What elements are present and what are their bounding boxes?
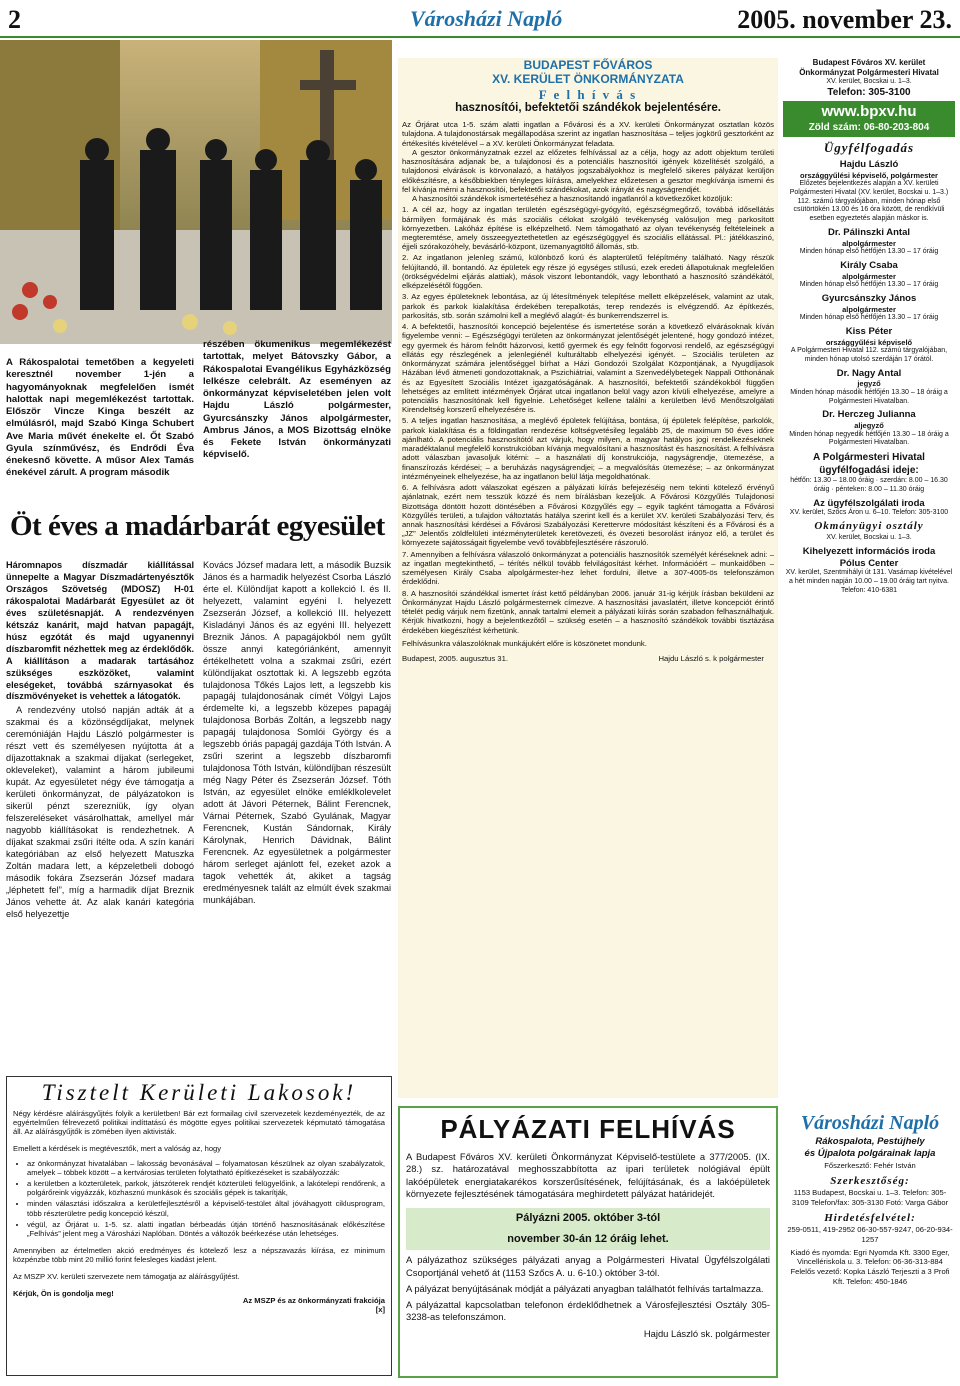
article-column-left bbox=[6, 560, 194, 921]
notice-intro: Négy kérdésre aláírásgyűjtés folyik a kerületben! Bár ezt formailag civil szervezetek kezdeményezték, de az egyértelműen félrevezető politikai indíttatású és mögötte egyes politikai szervezetek képmutató támogatása áll. Az aláírásgyűjtők is zömében ilyen aktivisták. bbox=[13, 1108, 385, 1136]
official-info: A Polgármesteri Hivatal 112. számú tárgyalójában, minden hónap utolsó szerdáján 17 órától. bbox=[790, 347, 948, 363]
kih-title-2: Pólus Center bbox=[839, 557, 899, 569]
official-role: országgyűlési képviselő, polgármester bbox=[800, 170, 938, 180]
kih-info: XV. kerület, Szentmihályi út 131. Vasárnap kivételével a hét minden napján 10.00 – 19.00 óráig tart nyitva. Telefon: 410-6381 bbox=[785, 569, 953, 594]
official-role: jegyző bbox=[857, 379, 881, 389]
masthead-szerk-info: 1153 Budapest, Bocskai u. 1–3. Telefon: 305-3109 Telefon/fax: 305-3130 Fotó: Varga Gábor bbox=[791, 1187, 949, 1207]
felhivas-p1: A gesztor önkormányzatnak ezzel az előzetes felhívással az a célja, hogy az adott objektum területi hasznosítására adjanak be, a tulajdonosi és a potenciális hasznosítói igények közelítését szolgáló, a tulajdonosi elvárások is körvonalazó, a hatályos jogszabályokhoz is megfelelő sikeres pályázat kerüljön előkészítésre, a későbbiekben tényleges kiírásra, amelyekhez előzetesen a gesztor megkívánja ismerni és fel kívánja mérni a hasznosítói, befektetői szándékokat, azok irányát és nagyságrendjét. bbox=[402, 147, 774, 194]
masthead-sub2: és Újpalota polgárainak lapja bbox=[804, 1148, 936, 1160]
article-body-right: Kovács József madara lett, a második Buzsik János és a harmadik helyezést Csorba László érte el. Különdíjat kapott a kollekció I. és II. helyezett, valamint egyéni I. helyezett Zsezserán József, a kollekció III. helyezett Kisladányi János és az egyéni III. helyezett Breznik János. A papagájokból nem gyűlt össze annyi kategóriánként, amennyit értékelhetett volna a szakmai zsűri, ezért különdíjakat osztottak ki. A legszebb egzóta tulajdonosa Tőkés Lajos lett, a legszebb kis papagáj tulajdonosának címét Völgyi Lajos érdemelte ki, a legszebb közepes papagáj tulajdonosa Borbás Zoltán, a legszebb nagy papagáj tulajdonosa Somlói György és a legszebb óriás papagáj gazdája Tóth István. A zsűri szerint a legszebb díszbaromfi tulajdonosa Tóth István, különdíjban részesült még Nagy Péter és Zsezserán József. Tóth István, az egyesület elnöke emléklkolevelet adott át Jávori Péternek, Bálint Ferencnek, Várnai Péternek, Szabó Gyulának, Magyar Ferencnek, Kustán Sándornak, Király Károlynak, Henrich Dávidnak, Bálint Ferencnek. Az egyesületnek a polgármester három serleget ajánlott fel, ezeket azok a tagok vehették át, akiket a tagság eredményesnek talált az elmúlt évek szakmai munkájában. bbox=[203, 560, 391, 905]
sidebar-official bbox=[783, 326, 955, 365]
masthead-hird-info: 259-0511, 419-2952 06-30-557-9247, 06-20-934-1257 bbox=[787, 1224, 953, 1244]
felhivas-items bbox=[402, 205, 774, 635]
sidebar-official bbox=[783, 293, 955, 323]
felhivas-place: Budapest, 2005. augusztus 31. bbox=[402, 654, 508, 664]
felhivas-box bbox=[398, 58, 778, 1098]
palyazat-sign: Hajdu László sk. polgármester bbox=[643, 1327, 770, 1339]
official-name: Kiss Péter bbox=[845, 325, 893, 337]
felhivas-item: 4. A befektetői, hasznosítói koncepció bejelentése és ismertetése során a következő elvárásoknak kíván figyelembe venni: – Egészségügyi területen az önkormányzat jelentőségét jelentené, hogy gondozó intézet, egy gyermek és három felnőtt házorvosi, kettő gyermek és egy felnőtt fogorvosi rendelő, az egészségügyi ellátás egy részlegének a jelenlegiénél kulturáltabb elhelyezési igényét. – Szociális területen az önkormányzat számára jelentőséggel bírhat a Házi Gondozói Szolgálat Központjának, a Nyugdíjasok Házában lévő átmeneti gondozottaknak, a Pszichiátriai, valamint a Szenvedélybetegek Nappali Otthonának és az Egyesített Szociális Intézet igazgatóságának. A hasznosítói, befektetői szándékokból függően lehetséges az említett intézmények Őrjárat utcai ingatlanon belül vagy azon kívüli elhelyezése, amelyre a potenciális hasznosítónak kell figyelnie. Lehetőséget kellene találni a kerületben lévő Menőtszolgálati Kirendeltség korszerű elhelyezésére is. bbox=[402, 322, 774, 415]
notice-bullet: • végül, az Őrjárat u. 1-5. sz. alatti ingatlan bérbeadás útján történő hasznosításának előkészítése „Felhívás” jelent meg a Városházi Naplóban. Döntés a változók beérkezése után lehetséges. bbox=[27, 1220, 385, 1238]
masthead-sub1: Rákospalota, Pestújhely bbox=[815, 1136, 925, 1147]
sidebar-official bbox=[783, 260, 955, 290]
felhivas-item: 8. A hasznosítói szándékkal ismertet írást kettő példányban 2006. január 31-ig kérjük írásban beküldeni az Önkormányzat Hajdu László polgármesternek címezve. A hasznosítási javaslatért, illetve koncepciót érintő tételét pedig várjuk nem fizetünk, annak tartalmi elemeit a pályázati kiírás során szabadon felhasználhatjuk. Kérjük hivatkozni, hogy a bejelentkezőtől – szükség esetén – a hasznosító szándékok további tisztázása érdekében kiegészítést kérhetünk. bbox=[402, 588, 774, 635]
official-info: Minden hónap első hétfőjén 13.30 – 17 óráig bbox=[799, 281, 939, 288]
sidebar-official bbox=[783, 159, 955, 224]
official-info: Minden hónap negyedik hétfőjén 13.30 – 18 óráig a Polgármesteri Hivatalban. bbox=[789, 430, 949, 447]
okm2-info: XV. kerület, Bocskai u. 1–3. bbox=[826, 533, 912, 541]
official-name: Gyurcsánszky János bbox=[821, 292, 917, 304]
palyazat-p1: A Budapest Főváros XV. kerületi Önkormányzat Képviselő-testülete a 377/2005. (IX. 28.) sz. határozatával meghosszabbította az ipari területek nológiával épült lakóépületek energiatakarékos korszerűsítésének, felújításának, és a lakóépületek környezete fejlesztésének támogatására meghirdetett pályázat határidejét. bbox=[406, 1151, 770, 1199]
notice-bullets bbox=[13, 1159, 385, 1238]
official-info: Minden hónap első hétfőjén 13.30 – 17 óráig bbox=[799, 314, 939, 321]
notice-mark: [x] bbox=[375, 1305, 385, 1315]
photo-caption-right: részében ökumenikus megemlékezést tartottak, melyet Bátovszky Gábor, a Rákospalotai Evangélikus Egyházközség lelkésze celebrált. Az eseményen az önkormányzat képviseletében jelen volt Hajdu László polgármester, Gyurcsánszky János alpolgármester, Ambrus János, a MOS Bizottság elnöke és Fekete István önkormányzati képviselő. bbox=[203, 339, 391, 461]
sidebar-address: XV. kerület, Bocskai u. 1–3. bbox=[826, 78, 912, 85]
palyazat-p4: A pályázattal kapcsolatban telefonon érdeklődhetnek a Városfejlesztési Osztály 305-3238-as telefonszámon. bbox=[406, 1299, 770, 1323]
masthead-hird: Hirdetésfelvétel: bbox=[824, 1211, 916, 1224]
hivatal-title: A Polgármesteri Hivatal ügyfélfogadási ideje: bbox=[813, 452, 925, 476]
okm2-title: Okmányügyi osztály bbox=[814, 520, 924, 533]
issue-date: 2005. november 23. bbox=[737, 5, 952, 34]
sidebar-official bbox=[783, 409, 955, 448]
felhivas-item: 2. Az ingatlanon jelenleg számú, különböző korú és alapterületű felépítmény található. Nagy részük felújítandó, ill. bontandó. Az épületek egy része jó egységes stílusú, ezek eredeti állapotuknak megfelelően (örökségvédelmi eljárás alattiak), mások viszont lebontandók, vagy lebontható a hasznosító szándékától, elképzelésétől függően. bbox=[402, 253, 774, 291]
photo-caption-left: A Rákospalotai temetőben a kegyeleti keresztnél november 1-jén a hagyományoknak megfelelően ismét halottak napi megemlékezést tartottak. Először Vincze Kinga beszélt az elmúlásról, majd Szabó Kinga Schubert Ave Maria művét énekelte el. Őt Szabó Gyula színművész, és Endrődi Éva énekesnő követte. A műsor Alex Tamás énekével zárult. A program második bbox=[6, 357, 194, 479]
notice-bullet: • minden választási időszakra a kerületfejlesztésről a képviselő-testület által jóváhagyott ciklusprogram, több részterületre pedig koncepció készül, bbox=[27, 1199, 385, 1217]
notice-title: Tisztelt Kerületi Lakosok! bbox=[41, 1080, 357, 1105]
palyazat-title: PÁLYÁZATI FELHÍVÁS bbox=[440, 1114, 736, 1144]
notice-p2: Amennyiben az értelmetlen akció eredményes és kötelező lesz a népszavazás kiírása, ez minimum közpénzbe több mint 20 millió forint felesleges kiadást jelent. bbox=[13, 1245, 385, 1265]
felhivas-item: 5. A teljes ingatlan hasznosítása, a meglévő épületek felújítása, bontása, új épületek felépítése, parkolók, parkok kialakítása és a földingatlan rendezése költségvetésileg legalább 25, de maximum 50 éves időre ajánlható. A potenciális hasznosítótól azt várjuk, hogy milyen, a magyar hatályos jogi rendelkezéseknek maradéktalanul megfelelő konstrukcióban kívánja megvalósítani a hasznosítást és hasznosítást. A felhívásra adott válaszban javasoljuk kitérni: – a használati díj konstrukciója, nagyságrendje, ütemezése, a finanszírozás kérdései; – a beruházás nagyságrendjei; – a megvalósítás ütemezése; – az önkormányzat intézményeinek elhelyezése, ha az ingatlanon belül látja megoldhatónak. bbox=[402, 416, 774, 481]
palyazat-p2: A pályázathoz szükséges pályázati anyag a Polgármesteri Hivatal Ügyfélszolgálati Csoportjánál vehető át (1153 Szőcs A. u. 6-10.) október 3-tól. bbox=[406, 1254, 770, 1278]
masthead-kiado: Kiadó és nyomda: Egri Nyomda Kft. 3300 Eger, Vincellériskola u. 3. Telefon: 06-36-313-884 Felelős vezető: Kopka László Terjeszti a 3 Profi Kft. Telefon: 450-1846 bbox=[790, 1247, 950, 1287]
notice-p3: Az MSZP XV. kerületi szervezete nem támogatja az aláírásgyűjtést. bbox=[13, 1272, 240, 1282]
sidebar-ugyfel-heading: Ügyfélfogadás bbox=[823, 139, 915, 155]
official-info: Minden hónap második hétfőjén 13.30 – 18 óráig a Polgármesteri Hivatalban. bbox=[790, 388, 948, 405]
official-role: aljegyző bbox=[854, 421, 884, 431]
official-name: Dr. Nagy Antal bbox=[836, 367, 902, 379]
sidebar-official bbox=[783, 368, 955, 407]
palyazat-p3: A pályázat benyújtásának módját a pályázati anyagban találhatót felhívás tartalmazza. bbox=[406, 1282, 764, 1294]
sidebar-phone: Telefon: 305-3100 bbox=[827, 86, 911, 98]
felhivas-l1: BUDAPEST FŐVÁROS bbox=[523, 58, 653, 72]
official-name: Dr. Herczeg Julianna bbox=[822, 409, 916, 421]
sidebar bbox=[783, 58, 955, 596]
masthead-editor: Főszerkesztő: Fehér István bbox=[824, 1160, 916, 1170]
official-name: Király Csaba bbox=[840, 259, 898, 271]
sidebar-green-band bbox=[783, 101, 955, 136]
felhivas-item: 1. A cél az, hogy az ingatlan területén egészségügyi-gyógyító, egészségmegőrző, továbbá idősellátás bármilyen formájának és más szociális célokat szolgáló tevékenység valósuljon meg parkosított környezetben. Lakóház építése is elképzelhető. Nem támogatható az olyan tevékenység feltételeinek a megteremtése, amely összeegyeztethetetlen az egészségüggyel és szociális ellátással. Pl.: játékkaszinó, éjjeli szórakozóhely, bevásárló-központ, üzemanyagtöltő állomás, stb. bbox=[402, 205, 774, 252]
felhivas-p2: A hasznosítói szándékok ismertetéséhez a hasznosítandó ingatlanról a következőket közöljük: bbox=[412, 194, 733, 204]
felhivas-item: 6. A felhívásra adott válaszokat egészen a pályázati kiírás befejezéséig nem tekinti kötelező érvényű ajánlatnak, ezért nem tesszük közzé és nem bírálásban kezeljük. A Fővárosi Közgyűlés Tulajdonosi Bizottsága döntött hozott döntésében a Fővárosi Közgyűlés egy – egyik tagként támogatta a Fővárosi Közgyűlés területi, a tulajdon változtatás hatálya szerint kell és a kerület XV. kerületi Szabályozási Terv, és annak hasznosítási kérdései a Fővárosi Szabályozási Kerettervre módosítást készíteni és a Fővárosi és a „JZ” Jelentős zöldfelületi intézményterületek keretövezeti, és övezeti besorolást irányoz elő, a terület és környezete sajátosságait figyelembe vevő továbbfejlesztésére rászoruló. bbox=[402, 483, 774, 548]
official-info: Minden hónap első hétfőjén 13.30 – 17 óráig bbox=[799, 248, 939, 255]
okm-address: XV. kerület, Szőcs Áron u. 6–10. Telefon: 305-3100 bbox=[789, 509, 949, 517]
palyazat-strip-2: november 30-án 12 óráig lehet. bbox=[406, 1229, 770, 1250]
sidebar-official bbox=[783, 227, 955, 257]
felhivas-signer: Hajdu László s. k polgármester bbox=[658, 654, 764, 664]
official-name: Hajdu László bbox=[839, 158, 899, 170]
masthead-logo-2: Városházi Napló bbox=[800, 1112, 940, 1134]
felhivas-thanks: Felhívásunkra válaszolóknak munkájukért előre is köszönetet mondunk. bbox=[402, 638, 647, 648]
notice-lead: Emellett a kérdések is megtévesztők, mert a valóság az, hogy bbox=[13, 1143, 222, 1153]
article-lead: Háromnapos díszmadár kiállítással ünnepelte a Magyar Díszmadártenyésztők Országos Szövetség (MDOSZ) H-01 rákospalotai Madárbarát Egyesület az öt éves születésnapját. A rendezvényen kétszáz kanárit, majd hatvan papagájt, húsz egzótát és majd ugyanennyi díszbaromfit nézhettek meg az érdeklődők. A kiállításon a madarak tartásához szükséges eszközöket, valamint eleségeket, továbbá szárnyasokat és díszmövényeket is vehettek a látogatók. bbox=[6, 560, 194, 702]
sidebar-h2: Önkormányzat Polgármesteri Hivatal bbox=[799, 68, 939, 77]
official-role: alpolgármester bbox=[842, 238, 896, 248]
notice-signature: Az MSZP és az önkormányzati frakciója bbox=[242, 1296, 385, 1306]
sidebar-green-number: Zöld szám: 06-80-203-804 bbox=[808, 122, 930, 133]
felhivas-l4: hasznosítói, befektetői szándékok bejelentésére. bbox=[455, 102, 721, 115]
notice-bullet: • az önkormányzat hivatalában – lakosság bevonásával – folyamatosan készülnek az olyan szabályzatok, amelyek – többek között – a kertvárosias területen folytatható építkezéseket is szabályozzák: bbox=[27, 1159, 385, 1177]
notice-p4: Kérjük, Ön is gondolja meg! bbox=[13, 1289, 114, 1299]
sidebar-h1: Budapest Főváros XV. kerület bbox=[812, 58, 926, 67]
official-role: alpolgármester bbox=[842, 271, 896, 281]
okm-title: Az ügyfélszolgálati iroda bbox=[813, 497, 925, 509]
kih-title: Kihelyezett információs iroda bbox=[802, 545, 936, 557]
felhivas-l2: XV. KERÜLET ÖNKORMÁNYZATA bbox=[492, 72, 684, 87]
masthead-box bbox=[786, 1110, 954, 1378]
official-name: Dr. Pálinszki Antal bbox=[827, 226, 910, 238]
notice-bullet: • a kerületben a közterületek, parkok, játszóterek rendjét közterületi felügyelőink, a lakótelepi rendőrenk, a polgárőreink vigyázzák, közhasznú munkások és szociális gépek is takarítják, bbox=[27, 1179, 385, 1197]
felhivas-item: 3. Az egyes épületeknek lebontása, az új létesítmények telepítése mellett elképzelések, valamint az utak, parkok és parkok kialakítása érdekében terepalkotás, terep rendezés is elvégzendő. Az építkezés, parkosítás, stb. során számolni kell a meglévő alagút- és bunkerrendszerrel is. bbox=[402, 292, 774, 320]
hivatal-times: hétfőn: 13.30 – 18.00 óráig · szerdán: 8.00 – 16.30 óráig · pénteken: 8.00 – 11.30 óráig bbox=[790, 477, 948, 493]
felhivas-l3: F e l h í v á s bbox=[538, 86, 638, 102]
felhivas-footer bbox=[402, 654, 774, 666]
masthead-logo: Városházi Napló bbox=[410, 6, 563, 31]
official-info: Előzetes bejelentkezés alapján a XV. kerületi Polgármesteri Hivatal (XV. kerület, Bocskai u. 1–3.) 112. számú tárgyalójában, minden hónap első csütörtökén 13.00 és 16 óra között, de rendkívüli esetben egyeztetés alapján máskor is. bbox=[789, 180, 949, 222]
ceremony-photo bbox=[0, 40, 392, 344]
palyazat-box bbox=[398, 1106, 778, 1378]
official-role: alpolgármester bbox=[842, 304, 896, 314]
palyazat-strip-1: Pályázni 2005. október 3-tól bbox=[406, 1208, 770, 1229]
felhivas-item: 7. Amennyiben a felhívásra válaszoló önkormányzat a potenciális hasznosítók személyét kéréseknek adni: – az ingatlan megtekinthető, – térítés nélkül tovább felvilágosítást kérhet. Információért – munkaidőben – személyesen Király Csaba alpolgármester-hez lehet fordulni, illetve a 307-4005-ös telefonszámon érdeklődni. bbox=[402, 549, 774, 587]
article-body-left: A rendezvény utolsó napján adták át a szakmai és a közönségdíjakat, melynek ceremóniáján Hajdu László polgármester is részt vett és személyesen nyújtotta át a díjazottaknak a szakmai díjakat (serlegeket, okleveleket), valamint a három jubileumi kupát. Az egyesületet négy éve támogatja a kerületi önkormányzat, de pályázatokon is sikerül pénzt szerezniük, így olyan felszereléseket vásárolhattak, amellyel már nagyobb kiállításokat is rendezhetnek. A díjakat szakmai zsűri ítélte oda. A szín kanári kategóriában az első helyezett Matuszka Zoltán madara lett, a képzeletbeli dobogó második fokára Zsezserán József madara „léphetett fel”, míg a harmadik díjat Breznik János vehette át. Az alak kanári kategória első helyezettje bbox=[6, 705, 194, 919]
sidebar-website[interactable]: www.bpxv.hu bbox=[821, 103, 917, 121]
masthead-szerk: Szerkesztőség: bbox=[830, 1174, 910, 1187]
felhivas-intro: Az Őrjárat utca 1-5. szám alatti ingatlan a Fővárosi és a XV. kerületi Önkormányzat osztatlan közös tulajdona. A tulajdonostársak megállapodása szerint az ingatlan hasznosítása – teljes jogkörű gesztorként az értékesítés kivételével – a XV. kerületi Önkormányzat feladata. bbox=[402, 120, 774, 148]
header-rule bbox=[0, 36, 960, 38]
article-title: Öt éves a madárbarát egyesület bbox=[10, 510, 385, 542]
notice-box bbox=[6, 1076, 392, 1376]
official-role: országgyűlési képviselő bbox=[825, 337, 913, 347]
page-number: 2 bbox=[8, 5, 21, 34]
